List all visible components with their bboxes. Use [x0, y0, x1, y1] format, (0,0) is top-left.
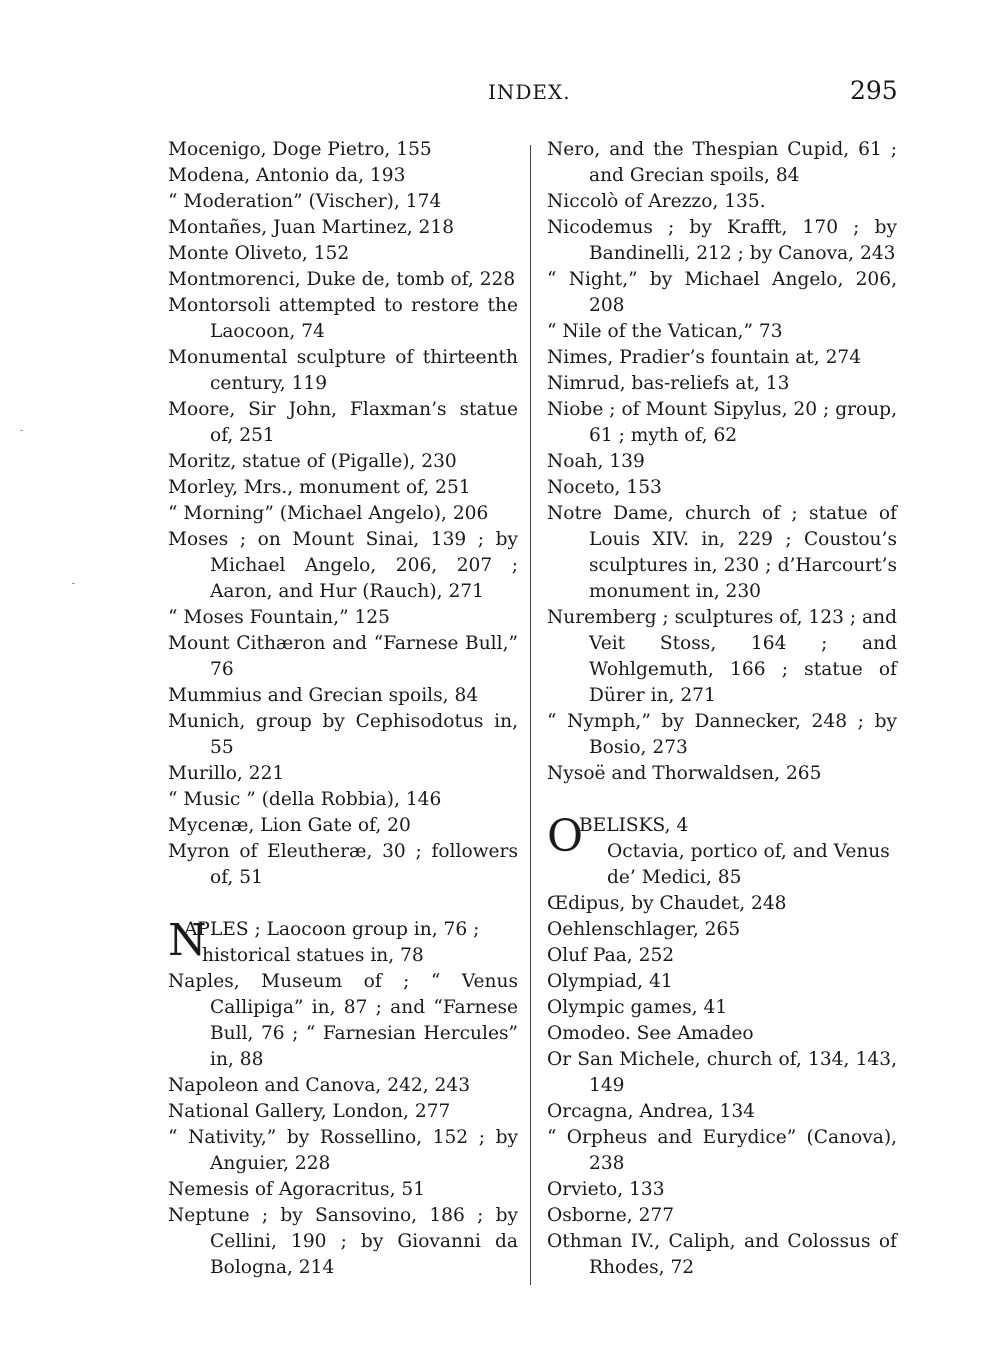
- index-entry: Monte Oliveto, 152: [168, 243, 350, 264]
- index-entry: “ Nile of the Vatican,” 73: [547, 321, 783, 342]
- index-entries-n: [168, 969, 518, 1281]
- index-entry: Niobe ; of Mount Sipylus, 20 ; group, 61 ; myth of, 62: [547, 399, 897, 446]
- margin-mark: [20, 430, 23, 431]
- section-n-heading: [168, 917, 518, 969]
- index-entry: Mount Cithæron and “Farnese Bull,” 76: [168, 633, 518, 680]
- index-entry: Munich, group by Cephisodotus in, 55: [168, 711, 518, 758]
- index-entry: Naples, Museum of ; “ Venus Callipiga” in, 87 ; and “Farnese Bull, 76 ; “ Farnesian Hercules” in, 88: [168, 971, 518, 1070]
- column-divider: [530, 145, 531, 1285]
- index-entry: Moses ; on Mount Sinai, 139 ; by Michael Angelo, 206, 207 ; Aaron, and Hur (Rauch), 271: [168, 529, 518, 602]
- index-entry: Myron of Eleutheræ, 30 ; followers of, 51: [168, 841, 518, 888]
- index-entry: Montañes, Juan Martinez, 218: [168, 217, 455, 238]
- index-entry: Napoleon and Canova, 242, 243: [168, 1075, 471, 1096]
- index-entry: “ Moderation” (Vischer), 174: [168, 191, 442, 212]
- index-entry: “ Nativity,” by Rossellino, 152 ; by Anguier, 228: [168, 1127, 518, 1174]
- margin-mark: [72, 583, 75, 584]
- section-gap: [168, 891, 518, 917]
- index-entry: Mycenæ, Lion Gate of, 20: [168, 815, 411, 836]
- index-entry: Omodeo. See Amadeo: [547, 1023, 754, 1044]
- section-gap: [547, 787, 897, 813]
- index-entry: “ Morning” (Michael Angelo), 206: [168, 503, 489, 524]
- index-column-left: [168, 137, 518, 1281]
- index-entry: Moritz, statue of (Pigalle), 230: [168, 451, 457, 472]
- index-entry: Monumental sculpture of thirteenth century, 119: [168, 347, 518, 394]
- page-number: 295: [850, 76, 898, 105]
- drop-cap-n: N: [168, 915, 207, 966]
- index-entry: Nysoë and Thorwaldsen, 265: [547, 763, 822, 784]
- index-entries-o: [547, 891, 897, 1281]
- index-entry: Modena, Antonio da, 193: [168, 165, 406, 186]
- index-entry: Niccolò of Arezzo, 135.: [547, 191, 766, 212]
- index-entry: Notre Dame, church of ; statue of Louis XIV. in, 229 ; Coustou’s sculptures in, 230 ; d’Harcourt’s monument in, 230: [547, 503, 897, 602]
- index-entries-m: [168, 137, 518, 891]
- index-entry: Noah, 139: [547, 451, 645, 472]
- index-entry: Nuremberg ; sculptures of, 123 ; and Veit Stoss, 164 ; and Wohlgemuth, 166 ; statue of Dürer in, 271: [547, 607, 897, 706]
- running-header: INDEX.: [488, 80, 571, 104]
- section-o-heading: [547, 813, 897, 891]
- index-entry: Olympiad, 41: [547, 971, 673, 992]
- index-entry: National Gallery, London, 277: [168, 1101, 451, 1122]
- index-entry: “ Moses Fountain,” 125: [168, 607, 390, 628]
- index-entry: Œdipus, by Chaudet, 248: [547, 893, 787, 914]
- index-entry: Nemesis of Agoracritus, 51: [168, 1179, 426, 1200]
- index-entry: Mocenigo, Doge Pietro, 155: [168, 139, 432, 160]
- index-entry: Murillo, 221: [168, 763, 285, 784]
- index-entry: “ Night,” by Michael Angelo, 206, 208: [547, 269, 897, 316]
- index-entry: Morley, Mrs., monument of, 251: [168, 477, 471, 498]
- index-entry: Nicodemus ; by Krafft, 170 ; by Bandinelli, 212 ; by Canova, 243: [547, 217, 897, 264]
- index-entry: Noceto, 153: [547, 477, 662, 498]
- index-entries-n-cont: [547, 137, 897, 787]
- index-entry: Othman IV., Caliph, and Colossus of Rhodes, 72: [547, 1231, 897, 1278]
- index-column-right: [547, 137, 897, 1281]
- index-entry: Olympic games, 41: [547, 997, 728, 1018]
- index-entry: Orcagna, Andrea, 134: [547, 1101, 756, 1122]
- index-entry: Nimrud, bas-reliefs at, 13: [547, 373, 790, 394]
- index-entry: “ Nymph,” by Dannecker, 248 ; by Bosio, 273: [547, 711, 897, 758]
- index-entry: Orvieto, 133: [547, 1179, 665, 1200]
- index-entry: “ Music ” (della Robbia), 146: [168, 789, 442, 810]
- index-entry: Montorsoli attempted to restore the Laocoon, 74: [168, 295, 518, 342]
- index-entry: Oluf Paa, 252: [547, 945, 675, 966]
- index-entry: Nero, and the Thespian Cupid, 61 ; and Grecian spoils, 84: [547, 139, 897, 186]
- section-n-first-line: APLES ; Laocoon group in, 76 ;: [184, 919, 480, 940]
- section-o-continuation: Octavia, portico of, and Venus de’ Medici, 85: [607, 841, 890, 888]
- index-entry: Nimes, Pradier’s fountain at, 274: [547, 347, 862, 368]
- drop-cap-o: O: [547, 811, 584, 862]
- index-entry: Moore, Sir John, Flaxman’s statue of, 251: [168, 399, 518, 446]
- index-entry: Mummius and Grecian spoils, 84: [168, 685, 479, 706]
- index-entry: Neptune ; by Sansovino, 186 ; by Cellini, 190 ; by Giovanni da Bologna, 214: [168, 1205, 518, 1278]
- index-entry: Or San Michele, church of, 134, 143, 149: [547, 1049, 897, 1096]
- index-entry: Montmorenci, Duke de, tomb of, 228: [168, 269, 516, 290]
- index-entry: Osborne, 277: [547, 1205, 675, 1226]
- section-n-continuation: historical statues in, 78: [202, 945, 424, 966]
- index-entry: Oehlenschlager, 265: [547, 919, 741, 940]
- index-entry: “ Orpheus and Eurydice” (Canova), 238: [547, 1127, 897, 1174]
- section-o-first-line: BELISKS, 4: [579, 815, 689, 836]
